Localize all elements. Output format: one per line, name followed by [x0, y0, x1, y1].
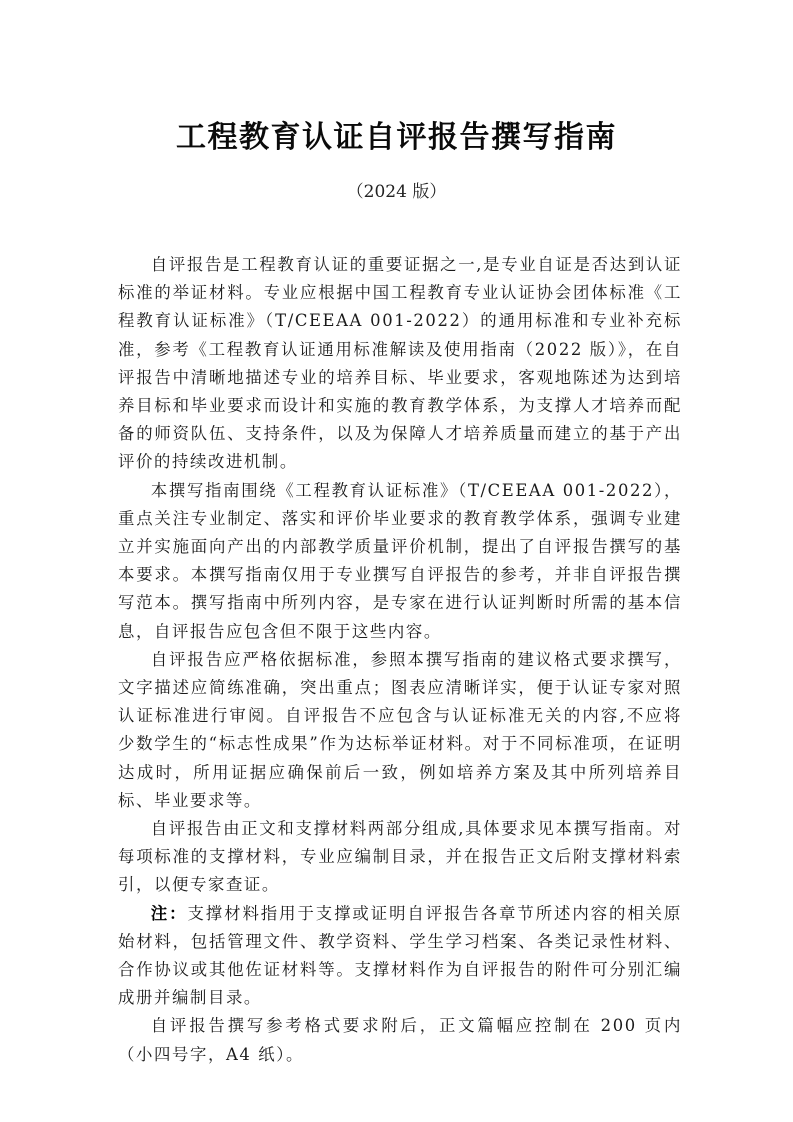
paragraph-intro: 自评报告是工程教育认证的重要证据之一,是专业自证是否达到认证标准的举证材料。专业应根据中国工程教育专业认证协会团体标准《工程教育认证标准》（T/CEEAA 001-2022）的通用标准和专业补充标准，参考《工程教育认证通用标准解读及使用指南（2022 版）》，在自评报告中清晰地描述专业的培养目标、毕业要求，客观地陈述为达到培养目标和毕业要求而设计和实施的教育教学体系，为支撑人才培养而配备的师资队伍、支持条件，以及为保障人才培养质量而建立的基于产出评价的持续改进机制。	[118, 255, 682, 472]
note-label: 注：	[150, 903, 188, 923]
document-subtitle: （2024 版）	[346, 182, 447, 202]
paragraph-note	[118, 900, 682, 1013]
note-text: 支撑材料指用于支撑或证明自评报告各章节所述内容的相关原始材料，包括管理文件、教学资料、学生学习档案、各类记录性材料、合作协议或其他佐证材料等。支撑材料作为自评报告的附件可分别汇编成册并编制目录。	[118, 903, 683, 1008]
paragraph-format-requirements: 自评报告撰写参考格式要求附后，正文篇幅应控制在 200 页内（小四号字，A4 纸）。	[118, 1016, 682, 1064]
paragraph-report-composition: 自评报告由正文和支撑材料两部分组成,具体要求见本撰写指南。对每项标准的支撑材料，专业应编制目录，并在报告正文后附支撑材料索引，以便专家查证。	[118, 819, 682, 895]
document-title: 工程教育认证自评报告撰写指南	[176, 120, 617, 155]
paragraph-scope: 本撰写指南围绕《工程教育认证标准》（T/CEEAA 001-2022），重点关注专业制定、落实和评价毕业要求的教育教学体系，强调专业建立并实施面向产出的内部教学质量评价机制，提出了自评报告撰写的基本要求。本撰写指南仅用于专业撰写自评报告的参考，并非自评报告撰写范本。撰写指南中所列内容，是专家在进行认证判断时所需的基本信息，自评报告应包含但不限于这些内容。	[118, 480, 682, 641]
paragraph-writing-requirements: 自评报告应严格依据标准，参照本撰写指南的建议格式要求撰写，文字描述应简练准确，突出重点；图表应清晰详实，便于认证专家对照认证标准进行审阅。自评报告不应包含与认证标准无关的内容,不应将少数学生的“标志性成果”作为达标举证材料。对于不同标准项，在证明达成时，所用证据应确保前后一致，例如培养方案及其中所列培养目标、毕业要求等。	[118, 649, 682, 810]
document-body	[118, 251, 682, 1069]
